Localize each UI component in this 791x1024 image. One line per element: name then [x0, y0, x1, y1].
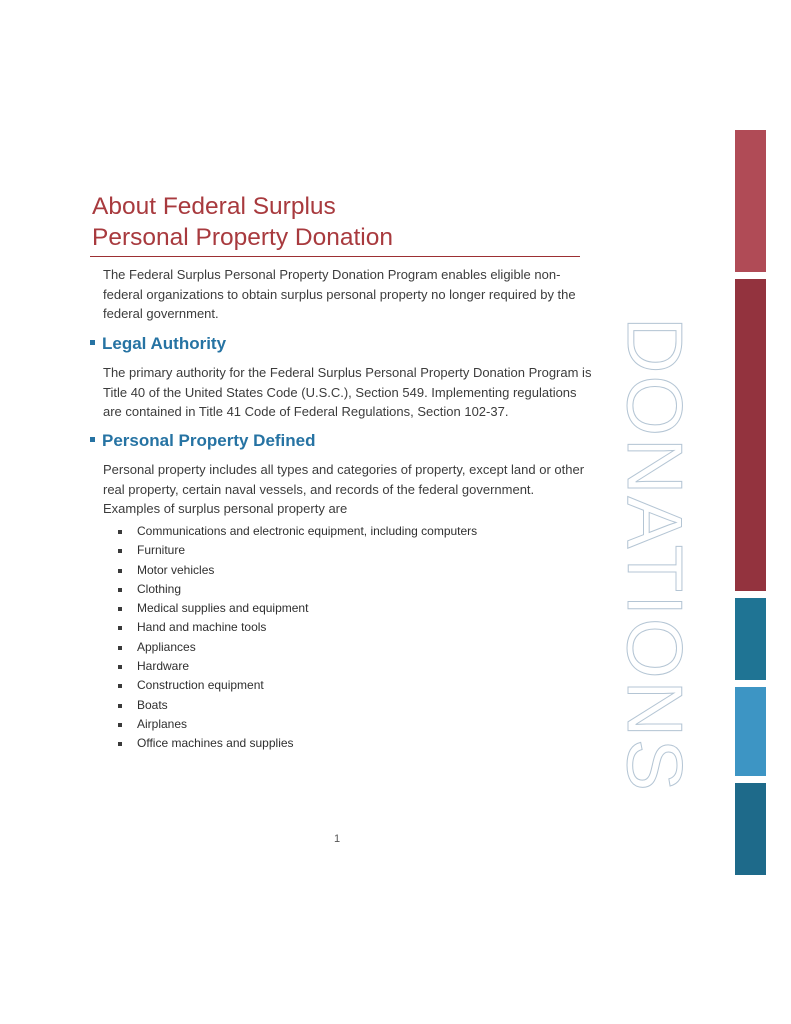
- list-item-label: Medical supplies and equipment: [137, 601, 309, 616]
- list-item: [118, 657, 477, 676]
- list-item: [118, 561, 477, 580]
- page-title-line-1: About Federal Surplus: [92, 193, 336, 220]
- color-bar-5: [735, 783, 766, 875]
- list-item: [118, 696, 477, 715]
- page-number: 1: [333, 833, 341, 845]
- list-item-label: Hardware: [137, 659, 190, 674]
- square-bullet-icon: [118, 607, 122, 611]
- list-item-label: Furniture: [137, 543, 186, 558]
- page-title-line-2: Personal Property Donation: [92, 224, 393, 251]
- list-item: [118, 734, 477, 753]
- color-bar-4: [735, 687, 766, 776]
- square-bullet-icon: [118, 684, 122, 688]
- square-bullet-icon: [118, 530, 122, 534]
- list-item: [118, 676, 477, 695]
- section-heading-legal-authority: [90, 333, 226, 355]
- section-heading-label: Personal Property Defined: [102, 431, 316, 450]
- list-item-label: Boats: [137, 697, 168, 712]
- list-item-label: Office machines and supplies: [137, 736, 294, 751]
- square-bullet-icon: [90, 437, 95, 442]
- square-bullet-icon: [118, 742, 122, 746]
- list-item: [118, 541, 477, 560]
- square-bullet-icon: [90, 340, 95, 345]
- color-bar-1: [735, 130, 766, 272]
- list-item-label: Construction equipment: [137, 678, 264, 693]
- square-bullet-icon: [118, 646, 122, 650]
- list-item-label: Communications and electronic equipment, including computers: [137, 524, 478, 538]
- list-item-label: Hand and machine tools: [137, 620, 267, 635]
- examples-list: [118, 522, 477, 754]
- square-bullet-icon: [118, 549, 122, 553]
- list-item: [118, 522, 477, 541]
- list-item: [118, 638, 477, 657]
- square-bullet-icon: [118, 588, 122, 592]
- intro-paragraph: The Federal Surplus Personal Property Donation Program enables eligible non-federal organizations to obtain surplus personal property no longer required by the federal government.: [103, 267, 576, 321]
- section-heading-personal-property-defined: [90, 430, 316, 452]
- legal-authority-paragraph: The primary authority for the Federal Surplus Personal Property Donation Program is Title 40 of the United States Code (U.S.C.), Section 549. Implementing regulations are contained in Title 41 Code of Federal Regulations, Section 102-37.: [103, 365, 592, 419]
- title-divider: [90, 256, 580, 257]
- list-item-label: Clothing: [137, 581, 182, 596]
- square-bullet-icon: [118, 723, 122, 727]
- square-bullet-icon: [118, 569, 122, 573]
- section-heading-label: Legal Authority: [102, 334, 227, 353]
- square-bullet-icon: [118, 626, 122, 630]
- list-item-label: Appliances: [137, 639, 196, 654]
- list-item: [118, 580, 477, 599]
- square-bullet-icon: [118, 665, 122, 669]
- list-item-label: Airplanes: [137, 716, 188, 731]
- color-bar-2: [735, 279, 766, 591]
- list-item: [118, 618, 477, 637]
- list-item-label: Motor vehicles: [137, 562, 215, 577]
- page-title: [92, 191, 393, 253]
- list-item: [118, 599, 477, 618]
- square-bullet-icon: [118, 704, 122, 708]
- personal-property-paragraph: Personal property includes all types and categories of property, except land or other real property, certain naval vessels, and records of the federal government. Examples of surplus personal property are: [103, 462, 585, 516]
- color-bar-3: [735, 598, 766, 680]
- side-label-donations: DONATIONS: [611, 317, 699, 793]
- list-item: [118, 715, 477, 734]
